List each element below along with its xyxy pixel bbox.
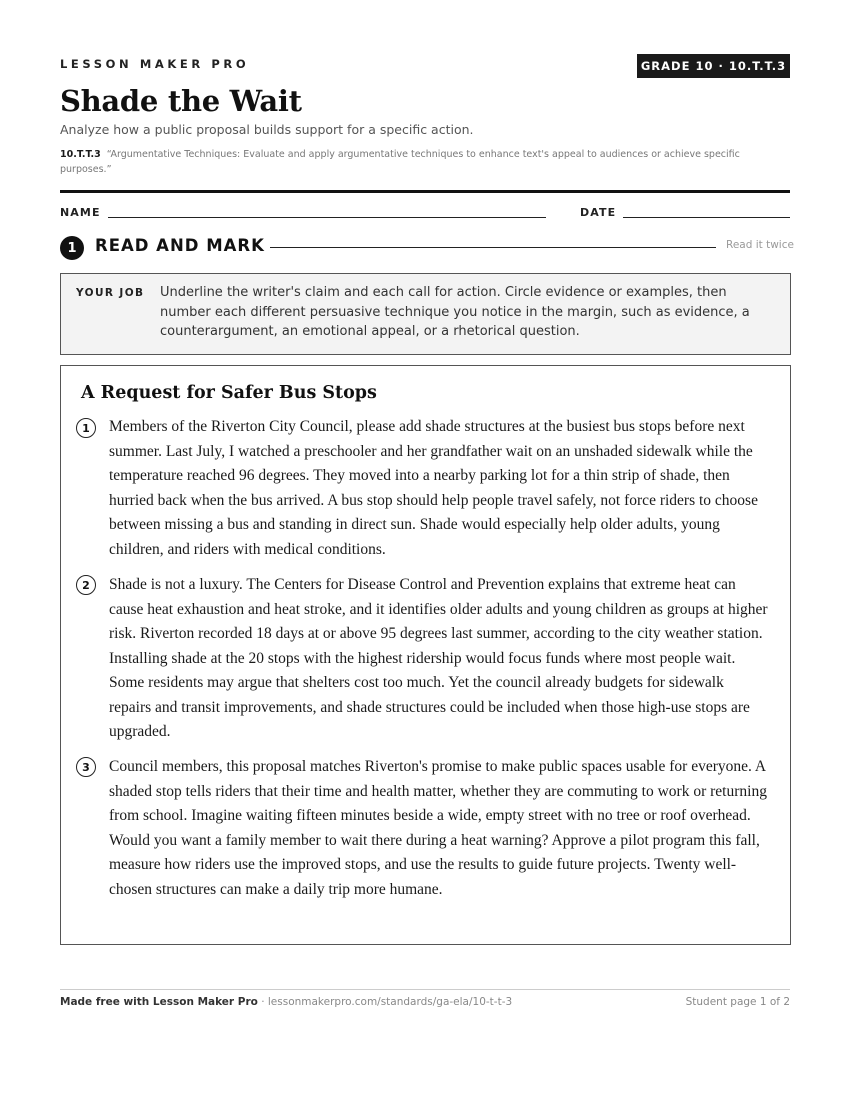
brand-name: LESSON MAKER PRO <box>60 57 250 71</box>
footer-made-with: Made free with Lesson Maker Pro <box>60 996 258 1008</box>
section-divider <box>270 247 716 248</box>
passage-paragraph: Council members, this proposal matches Riverton's promise to make public spaces usable for everyone. A shaded stop tells riders that their time and health matter, whether they are commuting to work or returning from school. Imagine waiting fifteen minutes beside a wide, empty street with no tree or roof overhead. Would you want a family member to wait there during a heat warning? Approve a pilot program this fall, measure how riders use the improved stops, and use the results to guide future projects. Twenty well-chosen structures can make a daily trip more humane. <box>109 758 767 898</box>
footer-url: · lessonmakerpro.com/standards/ga-ela/10-t-t-3 <box>257 996 513 1008</box>
page-title: Shade the Wait <box>60 84 302 118</box>
instructions-box <box>60 273 791 355</box>
section-note: Read it twice <box>726 239 794 251</box>
standard-description <box>60 147 790 177</box>
passage-paragraph: Members of the Riverton City Council, please add shade structures at the busiest bus stops before next summer. Last July, I watched a preschooler and her grandfather wait on an unshaded sidewalk while the temperature reached 96 degrees. They moved into a nearby parking lot for a thin strip of shade, then hurried back when the bus arrived. A bus stop should help people travel safely, not force riders to choose between missing a bus and standing in direct sun. Shade would especially help older adults, young children, and riders with medical conditions. <box>109 418 758 558</box>
date-label: DATE <box>580 206 617 219</box>
date-field[interactable] <box>623 217 790 218</box>
name-field[interactable] <box>108 217 546 218</box>
instructions-text: Underline the writer's claim and each call for action. Circle evidence or examples, then number each different persuasive technique you notice in the margin, such as evidence, a counterargument, an emotional appeal, or a rhetorical question. <box>160 285 750 339</box>
header-divider <box>60 190 790 193</box>
section-title: READ AND MARK <box>95 236 265 255</box>
standard-text: “Argumentative Techniques: Evaluate and apply argumentative techniques to enhance text's appeal to audiences or achieve specific purposes.” <box>60 149 740 175</box>
paragraph-number: 3 <box>76 757 96 777</box>
footer-divider <box>60 989 790 990</box>
reading-passage <box>60 365 791 945</box>
page-subtitle: Analyze how a public proposal builds support for a specific action. <box>60 122 474 137</box>
page-indicator: Student page 1 of 2 <box>685 996 790 1008</box>
standard-code: 10.T.T.3 <box>60 149 101 160</box>
paragraph-number: 2 <box>76 575 96 595</box>
passage-title: A Request for Safer Bus Stops <box>81 383 377 403</box>
passage-paragraph: Shade is not a luxury. The Centers for Disease Control and Prevention explains that extreme heat can cause heat exhaustion and heat stroke, and it identifies older adults and young children as groups at higher risk. Riverton recorded 18 days at or above 95 degrees last summer, according to the city weather station. Installing shade at the 20 stops with the highest ridership would focus funds where most people wait. Some residents may argue that shelters cost too much. Yet the council already budgets for sidewalk repairs and transit improvements, and shade structures could be included when those high-use stops are upgraded. <box>109 576 768 740</box>
instructions-label: YOUR JOB <box>76 287 145 299</box>
paragraph-number: 1 <box>76 418 96 438</box>
name-label: NAME <box>60 206 101 219</box>
section-number-badge: 1 <box>60 236 84 260</box>
grade-badge: GRADE 10 · 10.T.T.3 <box>637 54 790 78</box>
footer-credit <box>60 996 512 1008</box>
